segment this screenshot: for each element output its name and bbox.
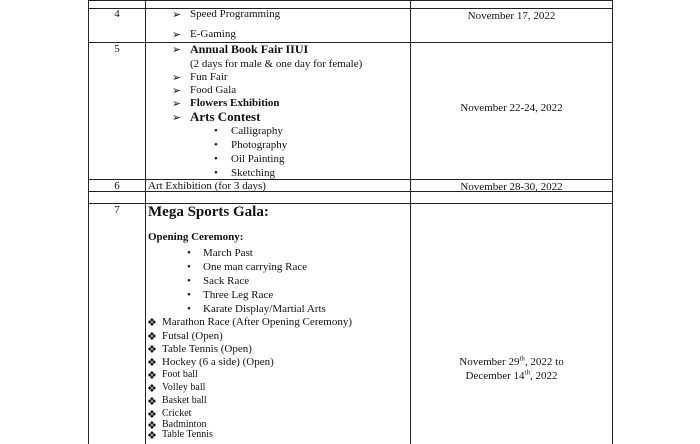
diamond-bullet-icon: ❖ xyxy=(147,396,157,408)
arrow-bullet-icon: ➢ xyxy=(172,85,182,97)
event-flowers-exhibition: Flowers Exhibition xyxy=(190,97,280,109)
row-number-7: 7 xyxy=(114,204,120,216)
row-date-6: November 28-30, 2022 xyxy=(460,181,563,193)
diamond-bullet-icon: ❖ xyxy=(147,344,157,356)
bullet-icon: • xyxy=(187,275,191,287)
row-number-4: 4 xyxy=(114,8,120,20)
sport-hockey: Hockey (6 a side) (Open) xyxy=(162,356,274,368)
event-e-gaming: E-Gaming xyxy=(190,28,236,40)
arrow-bullet-icon: ➢ xyxy=(172,98,182,110)
sport-table-tennis-open: Table Tennis (Open) xyxy=(162,343,252,355)
sport-badminton: Badminton xyxy=(162,419,207,430)
bullet-icon: • xyxy=(187,303,191,315)
event-arts-contest: Arts Contest xyxy=(190,109,261,124)
row-divider-5 xyxy=(88,42,613,43)
diamond-bullet-icon: ❖ xyxy=(147,409,157,421)
sport-basket-ball: Basket ball xyxy=(162,395,207,406)
row-number-6: 6 xyxy=(114,180,120,192)
event-speed-programming: Speed Programming xyxy=(190,8,281,20)
bullet-icon: • xyxy=(214,125,218,137)
event-art-exhibition: Art Exhibition (for 3 days) xyxy=(148,180,266,192)
bullet-icon: • xyxy=(214,167,218,179)
date-end-text: December 14 xyxy=(465,370,525,382)
opening-item-march-past: March Past xyxy=(203,247,253,259)
event-annual-book-fair: Annual Book Fair IIUI xyxy=(190,42,309,56)
arrow-bullet-icon: ➢ xyxy=(172,29,182,41)
opening-item-three-leg-race: Three Leg Race xyxy=(203,289,274,301)
arrow-bullet-icon: ➢ xyxy=(172,112,182,124)
bullet-icon: • xyxy=(187,247,191,259)
sport-table-tennis: Table Tennis xyxy=(162,429,213,440)
row-number-5: 5 xyxy=(114,43,120,55)
book-fair-note: (2 days for male & one day for female) xyxy=(190,58,363,70)
sport-cricket: Cricket xyxy=(162,408,192,419)
arrow-bullet-icon: ➢ xyxy=(172,9,182,21)
diamond-bullet-icon: ❖ xyxy=(147,430,157,442)
diamond-bullet-icon: ❖ xyxy=(147,317,157,329)
sport-volley-ball: Volley ball xyxy=(162,382,206,393)
event-mega-sports-gala: Mega Sports Gala: xyxy=(148,204,269,220)
row-date-4: November 17, 2022 xyxy=(467,10,556,22)
table-border-left xyxy=(88,0,89,444)
opening-item-one-man-carrying-race: One man carrying Race xyxy=(203,261,308,273)
bullet-icon: • xyxy=(187,289,191,301)
arts-item-sketching: Sketching xyxy=(231,167,275,179)
bullet-icon: • xyxy=(214,153,218,165)
diamond-bullet-icon: ❖ xyxy=(147,370,157,382)
table-border-top xyxy=(88,0,613,1)
date-start-text: November 29 xyxy=(459,356,520,368)
opening-ceremony-heading: Opening Ceremony: xyxy=(148,231,244,243)
sport-futsal: Futsal (Open) xyxy=(162,330,223,342)
opening-item-karate-display: Karate Display/Martial Arts xyxy=(203,303,326,315)
date-start-suffix: th xyxy=(519,354,525,363)
diamond-bullet-icon: ❖ xyxy=(147,420,157,432)
date-end-suffix: th xyxy=(524,368,530,377)
diamond-bullet-icon: ❖ xyxy=(147,383,157,395)
arts-item-calligraphy: Calligraphy xyxy=(231,125,283,137)
diamond-bullet-icon: ❖ xyxy=(147,357,157,369)
row-date-5: November 22-24, 2022 xyxy=(460,102,563,114)
event-fun-fair: Fun Fair xyxy=(190,71,228,83)
arrow-bullet-icon: ➢ xyxy=(172,72,182,84)
column-divider-number xyxy=(145,0,146,444)
opening-item-sack-race: Sack Race xyxy=(203,275,250,287)
bullet-icon: • xyxy=(214,139,218,151)
date-end-year: , 2022 xyxy=(529,370,558,382)
bullet-icon: • xyxy=(187,261,191,273)
arts-item-photography: Photography xyxy=(231,139,288,151)
arts-item-oil-painting: Oil Painting xyxy=(231,153,285,165)
diamond-bullet-icon: ❖ xyxy=(147,331,157,343)
event-food-gala: Food Gala xyxy=(190,84,237,96)
sport-marathon-race: Marathon Race (After Opening Ceremony) xyxy=(162,316,352,328)
date-start-year: , 2022 to xyxy=(524,356,564,368)
arrow-bullet-icon: ➢ xyxy=(172,44,182,56)
sport-foot-ball: Foot ball xyxy=(162,369,198,380)
row-date-7 xyxy=(410,355,613,383)
